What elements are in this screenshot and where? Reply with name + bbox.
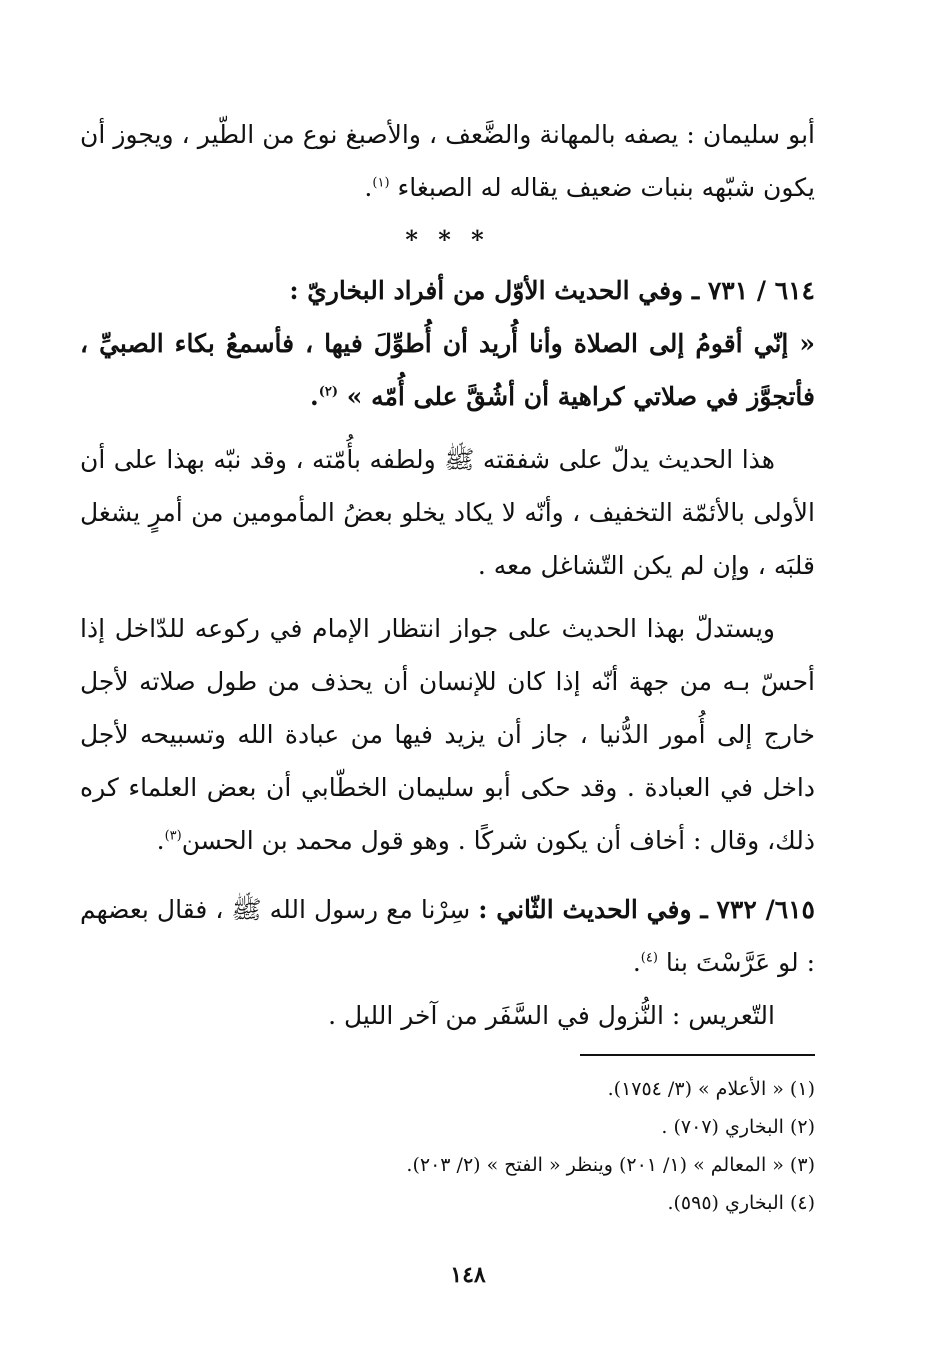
hadith-614-end: . [310,382,319,411]
footnotes [80,1070,815,1222]
footnote-4: (٤) البخاري (٥٩٥). [667,1192,815,1214]
footnote-3: (٣) « المعالم » (١/ ٢٠١) وينظر « الفتح » (٢/ ٢٠٣). [406,1154,815,1176]
paragraph-1-text: أبو سليمان : يصفه بالمهانة والضَّعف ، والأصبغ نوع من الطّير ، ويجوز أن يكون شبّهه بنبات ضعيف يقاله له الصبغاء [80,120,815,202]
footnote-ref-2: (٢) [318,384,339,400]
footnote-1: (١) « الأعلام » (٣/ ١٧٥٤). [607,1078,815,1100]
hadith-615-heading: ٦١٥/ ٧٣٢ ـ وفي الحديث الثّاني : [478,895,815,924]
footnote-divider [580,1054,815,1056]
paragraph-1-end: . [364,173,373,202]
hadith-615-end: . [632,948,641,977]
commentary-paragraph-1: هذا الحديث يدلّ على شفقته ﷺ ولطفه بأُمّته ، وقد نبّه بهذا على أن الأولى بالأئمّة التخفيف ، وأنّه لا يكاد يخلو بعضُ المأمومين من أمرٍ يشغل قلبَه ، وإن لم يكن التّشاغل معه . [80,445,815,580]
footnote-2: (٢) البخاري (٧٠٧) . [661,1116,815,1138]
paragraph-1 [80,108,815,214]
commentary-paragraph-2 [80,602,815,867]
definition-paragraph: التّعريس : النُّزول في السَّفَر من آخر الليل . [328,1001,775,1030]
commentary-paragraph-2-text: ويستدلّ بهذا الحديث على جواز انتظار الإمام في ركوعه للدّاخل إذا أحسّ بـه من جهة أنّه إذا كان للإنسان أن يحذف من طول صلاته لأجل خارج إلى أُمور الدُّنيا ، جاز أن يزيد فيها من عبادة الله وتسبيحه لأجل داخل في العبادة . وقد حكى أبو سليمان الخطّابي أن بعض العلماء كره ذلك، وقال : أخاف أن يكون شركًا . وهو قول محمد بن الحسن [80,614,815,855]
hadith-614-heading: ٦١٤ / ٧٣١ ـ وفي الحديث الأوّل من أفراد البخاريّ : [289,276,815,305]
hadith-615-body: سِرْنا مع رسول الله ﷺ ، فقال بعضهم : لو عَرَّسْتَ بنا [80,895,815,977]
hadith-614-quote: « إنّي أقومُ إلى الصلاة وأنا أُريد أن أُطوِّلَ فيها ، فأسمعُ بكاء الصبيِّ ، فأتجوَّز في صلاتي كراهية أن أشُقَّ على أُمّه » [80,329,815,411]
hadith-615-text [80,883,815,989]
page-number: ١٤٨ [450,1262,486,1288]
section-separator: * * * [405,225,490,254]
commentary-paragraph-2-end: . [156,826,165,855]
hadith-614-text [80,317,815,423]
footnote-ref-3: (٣) [164,828,182,844]
page-body [80,108,815,1222]
footnote-ref-1: (١) [372,175,390,191]
footnote-ref-4: (٤) [640,950,658,966]
